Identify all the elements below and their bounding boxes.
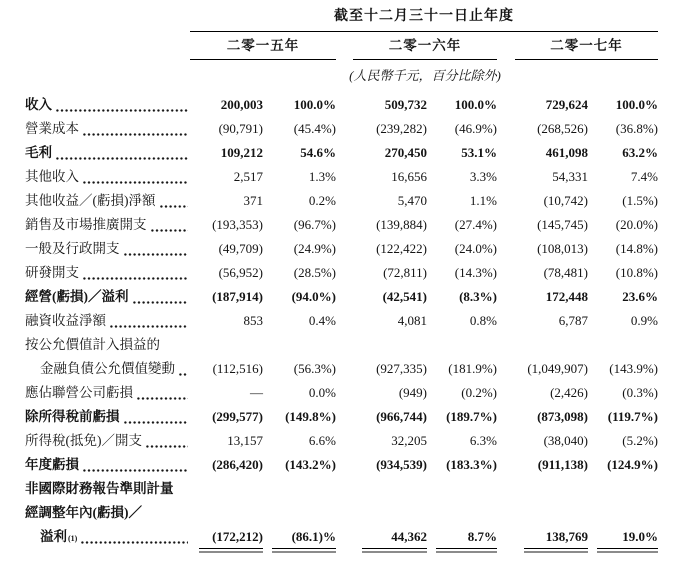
value-cell: (56,952) [218,265,263,280]
row-label-text: 收入 [25,97,52,112]
row-label [25,453,190,477]
row-label-text: 所得稅(抵免)／開支 [25,433,142,448]
value-cell: (10,742) [543,193,588,208]
row-label [25,285,190,309]
percent-cell: 19.0% [588,525,658,549]
value-cell: (1,049,907) [527,361,588,376]
year-columns-row [25,33,692,59]
dot-leader [124,253,189,256]
percent-cell: (124.9%) [607,457,658,472]
table-row [25,525,692,549]
dot-leader [146,445,188,448]
percent-cell: (94.0%) [291,289,336,304]
value-cell: 54,331 [552,169,588,184]
row-label-text: 按公允價值計入損益的 [25,337,160,352]
percent-cell: (0.2%) [461,385,497,400]
value-cell: (239,282) [376,121,427,136]
dot-leader [151,229,189,232]
table-row [25,501,692,525]
percent-cell: (143.9%) [609,361,658,376]
row-label [25,429,190,453]
percent-cell: (181.9%) [448,361,497,376]
table-row [25,477,692,501]
year-rule-2017 [515,59,658,61]
row-label [25,141,190,165]
year-column-2016: 二零一六年 [388,38,462,53]
row-label-text: 溢利 [40,529,67,544]
value-cell: 200,003 [220,97,263,112]
percent-cell: (36.8%) [615,121,658,136]
percent-cell: 1.1% [469,193,497,208]
row-label-text: 銷售及市場推廣開支 [25,217,147,232]
row-label-text: 其他收益／(虧損)淨額 [25,193,156,208]
percent-cell: 100.0% [293,97,336,112]
value-cell: (193,353) [212,217,263,232]
year-column-2015: 二零一五年 [226,38,300,53]
percent-cell: (46.9%) [454,121,497,136]
percent-cell: (28.5%) [293,265,336,280]
value-cell: 109,212 [220,145,263,160]
value-cell: 5,470 [397,193,427,208]
row-label-text: 一般及行政開支 [25,241,120,256]
percent-cell: 8.7% [427,525,497,549]
value-cell: 172,448 [545,289,588,304]
percent-cell: (27.4%) [454,217,497,232]
value-cell: 138,769 [515,525,588,549]
value-cell: 16,656 [391,169,427,184]
value-cell: (72,811) [383,265,427,280]
dot-leader [179,373,188,376]
percent-cell: (183.3%) [446,457,497,472]
table-row [25,189,692,213]
row-label-text: 除所得稅前虧損 [25,409,120,424]
value-cell: (966,744) [376,409,427,424]
percent-cell: 0.0% [308,385,336,400]
table-row [25,93,692,117]
dot-leader [83,181,188,184]
value-cell: (2,426) [550,385,588,400]
row-label [25,381,190,405]
year-rule-2015 [190,59,336,61]
percent-cell: (1.5%) [622,193,658,208]
row-label [25,357,190,381]
row-label-text: 金融負債公允價值變動 [40,361,175,376]
row-label-text: 營業成本 [25,121,79,136]
table-row [25,333,692,357]
value-cell: (949) [398,385,427,400]
dot-leader [133,301,189,304]
dot-leader [81,541,188,544]
table-row [25,309,692,333]
value-cell: (911,138) [537,457,588,472]
percent-cell: (189.7%) [446,409,497,424]
dot-leader [137,397,188,400]
table-header [25,5,692,29]
table-row [25,453,692,477]
row-label-text: 經營(虧損)／溢利 [25,289,129,304]
row-label-text: 非國際財務報告準則計量 [25,481,174,496]
percent-cell: 6.6% [308,433,336,448]
value-cell: (90,791) [218,121,263,136]
percent-cell: (20.0%) [615,217,658,232]
value-cell: 270,450 [384,145,427,160]
value-cell: 371 [243,193,263,208]
dot-leader [83,469,188,472]
row-label [25,165,190,189]
percent-cell: 0.9% [630,313,658,328]
value-cell: 4,081 [397,313,427,328]
year-column-2017: 二零一七年 [550,38,623,53]
row-label-text: 研發開支 [25,265,79,280]
percent-cell: 0.4% [308,313,336,328]
percent-cell: 6.3% [469,433,497,448]
percent-cell: (56.3%) [293,361,336,376]
table-row [25,117,692,141]
value-cell: (172,212) [190,525,263,549]
percent-cell: (119.7%) [607,409,658,424]
row-label [25,237,190,261]
table-row [25,405,692,429]
table-row [25,141,692,165]
row-label [25,93,190,117]
table-row [25,381,692,405]
value-cell: (187,914) [212,289,263,304]
value-cell: 6,787 [558,313,588,328]
percent-cell: 7.4% [630,169,658,184]
percent-cell: (8.3%) [459,289,497,304]
table-row [25,429,692,453]
table-row [25,213,692,237]
value-cell: 44,362 [353,525,427,549]
value-cell: (299,577) [212,409,263,424]
value-cell: (934,539) [376,457,427,472]
table-row [25,237,692,261]
value-cell: 729,624 [545,97,588,112]
row-label-text: 毛利 [25,145,52,160]
value-cell: (145,745) [537,217,588,232]
percent-cell: (14.3%) [454,265,497,280]
value-cell: 509,732 [384,97,427,112]
row-label [25,261,190,285]
table-row [25,165,692,189]
row-label-text: 年度虧損 [25,457,79,472]
unit-note: (人民幣千元，百分比除外) [349,68,501,83]
percent-cell: 53.1% [461,145,497,160]
row-label [25,117,190,141]
percent-cell: (14.8%) [615,241,658,256]
value-cell: (873,098) [537,409,588,424]
dot-leader [56,157,188,160]
row-label: 溢利 (1) [25,525,190,549]
value-cell: (927,335) [376,361,427,376]
value-cell: (122,422) [376,241,427,256]
value-cell: (286,420) [212,457,263,472]
percent-cell: (10.8%) [615,265,658,280]
percent-cell: 100.0% [454,97,497,112]
percent-cell: (149.8%) [285,409,336,424]
row-label-text: 經調整年內(虧損)／ [25,505,142,520]
percent-cell: 1.3% [308,169,336,184]
table-rows [25,93,692,549]
percent-cell: 100.0% [615,97,658,112]
period-header: 截至十二月三十一日止年度 [334,9,514,24]
percent-cell: (0.3%) [622,385,658,400]
value-cell: 2,517 [233,169,263,184]
percent-cell: 23.6% [622,289,658,304]
value-cell: (268,526) [537,121,588,136]
value-cell: (112,516) [212,361,263,376]
dot-leader [124,421,189,424]
value-cell: (49,709) [218,241,263,256]
row-label [25,501,190,525]
percent-cell: 0.8% [469,313,497,328]
percent-cell: (24.0%) [454,241,497,256]
percent-cell: 54.6% [300,145,336,160]
value-cell: 461,098 [545,145,588,160]
value-cell: 32,205 [391,433,427,448]
table-row [25,285,692,309]
value-cell: (42,541) [382,289,427,304]
value-cell: 853 [243,313,263,328]
table-row [25,261,692,285]
value-cell: 13,157 [227,433,263,448]
dot-leader [110,325,188,328]
row-label [25,477,190,501]
row-label-text: 應佔聯營公司虧損 [25,385,133,400]
percent-cell: (86.1)% [263,525,336,549]
dot-leader [160,205,189,208]
percent-cell: (5.2%) [622,433,658,448]
row-label [25,309,190,333]
value-cell: (139,884) [376,217,427,232]
percent-cell: (24.9%) [293,241,336,256]
value-cell: — [250,385,263,400]
dot-leader [83,133,188,136]
percent-cell: (143.2%) [285,457,336,472]
table-row [25,357,692,381]
percent-cell: 3.3% [469,169,497,184]
row-label-text: 其他收入 [25,169,79,184]
percent-cell: 63.2% [622,145,658,160]
value-cell: (38,040) [543,433,588,448]
value-cell: (108,013) [537,241,588,256]
dot-leader [83,277,188,280]
row-label-text: 融資收益淨額 [25,313,106,328]
row-label [25,333,190,357]
percent-cell: 0.2% [308,193,336,208]
row-label [25,405,190,429]
row-label [25,213,190,237]
percent-cell: (96.7%) [293,217,336,232]
row-label [25,189,190,213]
value-cell: (78,481) [543,265,588,280]
percent-cell: (45.4%) [293,121,336,136]
dot-leader [56,109,188,112]
